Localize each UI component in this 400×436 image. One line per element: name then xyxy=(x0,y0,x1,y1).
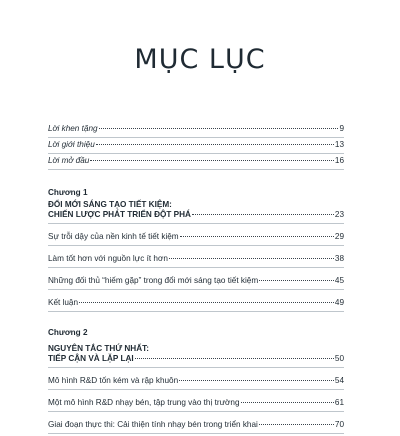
toc-entry-page: 54 xyxy=(334,376,344,385)
page-title: MỤC LỤC xyxy=(134,44,266,75)
toc-entry-page: 49 xyxy=(334,298,344,307)
toc-entry-chapter-2-title[interactable] xyxy=(48,354,344,368)
dot-leader xyxy=(179,380,334,381)
toc-entry-label: Lời khen tặng xyxy=(48,124,98,133)
chapter-title-line: NGUYÊN TẮC THỨ NHẤT: xyxy=(48,344,149,353)
chapter-heading: Chương 2 xyxy=(48,328,88,337)
toc-entry[interactable] xyxy=(48,276,344,290)
toc-entry-label: Giai đoạn thực thi: Cải thiện tính nhạy bén trong triển khai xyxy=(48,420,258,429)
toc-entry-label: Mô hình R&D tốn kém và rập khuôn xyxy=(48,376,179,385)
toc-entry-page: 70 xyxy=(334,420,344,429)
toc-entry-page: 16 xyxy=(334,156,344,165)
toc-entry-label: Một mô hình R&D nhạy bén, tập trung vào thị trường xyxy=(48,398,240,407)
toc-entry-page: 38 xyxy=(334,254,344,263)
toc-entry-label: Những đối thủ “hiếm gặp” trong đổi mới sáng tạo tiết kiệm xyxy=(48,276,259,285)
toc-entry[interactable] xyxy=(48,298,344,312)
toc-entry-front-1[interactable] xyxy=(48,124,344,138)
dot-leader xyxy=(259,424,334,425)
toc-entry-page: 29 xyxy=(334,232,344,241)
toc-entry-label: Lời mở đầu xyxy=(48,156,90,165)
dot-leader xyxy=(135,358,334,359)
toc-entry[interactable] xyxy=(48,376,344,390)
dot-leader xyxy=(241,402,334,403)
toc-entry-front-2[interactable] xyxy=(48,140,344,154)
chapter-title-line: ĐỔI MỚI SÁNG TẠO TIẾT KIỆM: xyxy=(48,200,172,209)
toc-entry-label: Làm tốt hơn với nguồn lực ít hơn xyxy=(48,254,168,263)
toc-entry[interactable] xyxy=(48,254,344,268)
dot-leader xyxy=(90,160,334,161)
dot-leader xyxy=(192,214,334,215)
toc-entry-page: 23 xyxy=(334,210,344,219)
toc-entry-page: 13 xyxy=(334,140,344,149)
dot-leader xyxy=(99,128,339,129)
toc-entry-page: 61 xyxy=(334,398,344,407)
toc-entry-label: Sự trỗi dậy của nền kinh tế tiết kiệm xyxy=(48,232,179,241)
toc-entry-label: Kết luận xyxy=(48,298,79,307)
toc-entry-page: 9 xyxy=(339,124,344,133)
toc-entry-chapter-1-title[interactable] xyxy=(48,210,344,224)
toc-entry[interactable] xyxy=(48,232,344,246)
chapter-title-line: TIẾP CẬN VÀ LẶP LẠI xyxy=(48,354,134,363)
chapter-title-line: CHIẾN LƯỢC PHÁT TRIỂN ĐỘT PHÁ xyxy=(48,210,191,219)
toc-entry-label: Lời giới thiệu xyxy=(48,140,95,149)
dot-leader xyxy=(96,144,334,145)
toc-entry[interactable] xyxy=(48,398,344,412)
dot-leader xyxy=(259,280,334,281)
dot-leader xyxy=(169,258,334,259)
dot-leader xyxy=(79,302,334,303)
chapter-heading: Chương 1 xyxy=(48,188,88,197)
toc-list xyxy=(48,124,344,436)
toc-entry-page: 45 xyxy=(334,276,344,285)
toc-entry[interactable] xyxy=(48,420,344,434)
toc-entry-page: 50 xyxy=(334,354,344,363)
dot-leader xyxy=(180,236,334,237)
toc-entry-front-3[interactable] xyxy=(48,156,344,170)
